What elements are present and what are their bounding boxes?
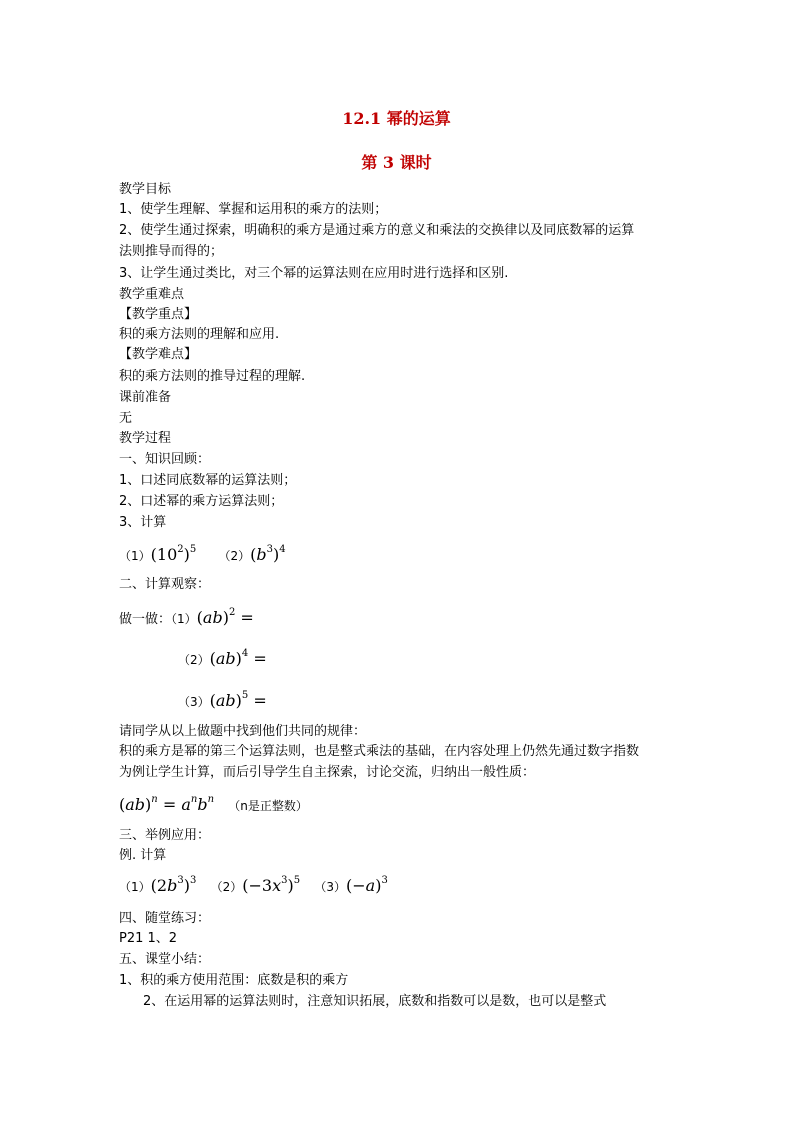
practice-text: P21 1、2 <box>119 931 178 946</box>
summary-item: 1、积的乘方使用范围：底数是积的乘方 <box>119 973 349 988</box>
try-item-label: （2） <box>178 653 210 667</box>
math-expression: (ab)$^4$ = <box>209 648 267 668</box>
apply-heading: 三、举例应用： <box>119 828 211 843</box>
calc-label: （2） <box>218 549 251 563</box>
try-row <box>178 688 267 716</box>
rule-prompt: 请同学从以上做题中找到他们共同的规律： <box>119 724 367 739</box>
focus-text: 积的乘方法则的理解和应用. <box>119 327 280 342</box>
page-title: 12.1 幂的运算 <box>342 109 451 128</box>
focus-label: 【教学重点】 <box>119 307 198 322</box>
rule-formula-row <box>119 792 308 820</box>
math-expression: (ab)$^5$ = <box>209 690 267 710</box>
rule-text: 积的乘方是幂的第三个运算法则，也是整式乘法的基础，在内容处理上仍然先通过数字指数 <box>119 744 640 759</box>
page-subtitle: 第 3 课时 <box>361 153 432 172</box>
try-row <box>178 646 267 674</box>
try-row <box>119 605 254 633</box>
preparation-text: 无 <box>119 411 133 426</box>
example-label: 例. 计算 <box>119 848 167 863</box>
goal-item: 2、使学生通过探索，明确积的乘方是通过乘方的意义和乘法的交换律以及同底数幂的运算 <box>119 223 635 238</box>
review-heading: 一、知识回顾： <box>119 452 211 467</box>
key-points-heading: 教学重难点 <box>119 287 185 302</box>
math-expression: (ab)$^2$ = <box>196 607 254 627</box>
summary-item: 2、在运用幂的运算法则时，注意知识拓展，底数和指数可以是数，也可以是整式 <box>143 994 607 1009</box>
example-item-label: （2） <box>210 880 243 894</box>
practice-heading: 四、随堂练习： <box>119 911 211 926</box>
review-item: 1、口述同底数幂的运算法则； <box>119 473 297 488</box>
difficulty-text: 积的乘方法则的推导过程的理解. <box>119 369 306 384</box>
math-expression: $(10^2)^5$ <box>150 544 197 564</box>
math-expression: $(-3x^3)^5$ <box>242 875 301 895</box>
goals-heading: 教学目标 <box>119 182 172 197</box>
observe-heading: 二、计算观察： <box>119 577 211 592</box>
example-item-label: （3） <box>314 880 347 894</box>
example-item-label: （1） <box>119 880 151 894</box>
difficulty-label: 【教学难点】 <box>119 347 198 362</box>
process-heading: 教学过程 <box>119 431 172 446</box>
rule-note: （n是正整数） <box>228 799 308 813</box>
try-label: 做一做： <box>119 612 172 627</box>
calc-label: （1） <box>119 549 151 563</box>
math-expression: $(-a)^3$ <box>346 875 388 895</box>
review-calc-row <box>119 542 286 570</box>
goal-item: 3、让学生通过类比，对三个幂的运算法则在应用时进行选择和区别. <box>119 266 509 281</box>
review-item: 2、口述幂的乘方运算法则； <box>119 494 284 509</box>
math-expression: $(b^3)^4$ <box>250 544 286 564</box>
summary-heading: 五、课堂小结： <box>119 952 211 967</box>
try-item-label: （3） <box>178 695 210 709</box>
math-expression: $(2b^3)^3$ <box>150 875 197 895</box>
example-row <box>119 873 388 901</box>
preparation-heading: 课前准备 <box>119 390 172 405</box>
try-item-label: （1） <box>171 612 197 626</box>
rule-formula: $(ab)^n = a^nb^n$ <box>119 794 215 814</box>
review-item: 3、计算 <box>119 515 167 530</box>
rule-text: 为例让学生计算，而后引导学生自主探索，讨论交流，归纳出一般性质： <box>119 765 536 780</box>
goal-item: 1、使学生理解、掌握和运用积的乘方的法则； <box>119 202 388 217</box>
goal-item: 法则推导而得的； <box>119 244 224 259</box>
